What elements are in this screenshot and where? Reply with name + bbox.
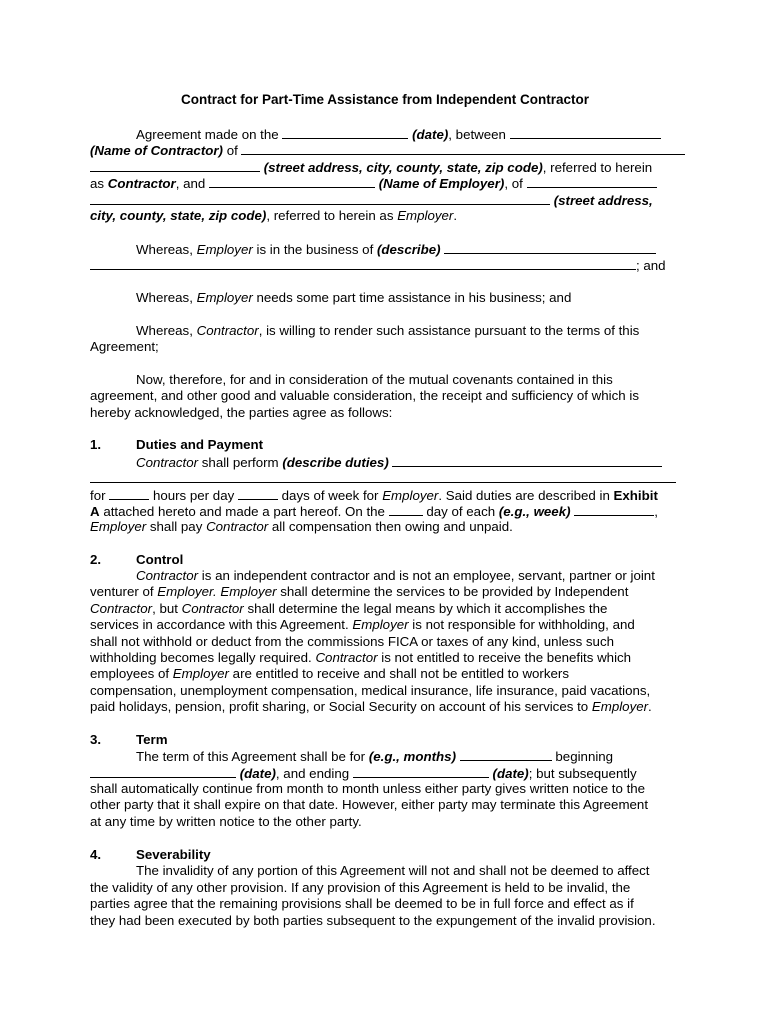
text: , and ending (275, 766, 350, 781)
s2-line5: shall not withhold or deduct from the commissions FICA or taxes of any kind, unless such (90, 634, 614, 649)
contractor-term: Contractor (315, 650, 378, 665)
date-label: (date) (412, 127, 449, 142)
text: . (648, 699, 652, 714)
section-1-heading: Duties and Payment (136, 437, 264, 452)
employer-term: Employer (196, 290, 253, 305)
s1-line5 (90, 519, 686, 535)
end-date-blank[interactable] (353, 765, 489, 778)
contractor-term: Contractor (181, 601, 244, 616)
s1-line2 (90, 470, 686, 487)
s2-line7 (90, 666, 686, 682)
employer-term: Employer (382, 488, 439, 503)
s4-line2: the validity of any other provision. If any provision of this Agreement is held to be invalid, the (90, 880, 631, 895)
street-address-label-2: (street address, (553, 193, 653, 208)
s2-line3 (90, 601, 686, 617)
s3-line3: shall automatically continue from month to month unless either party gives written notice to the (90, 781, 646, 796)
contractor-of-blank[interactable] (241, 142, 685, 155)
text: beginning (555, 749, 614, 764)
text: needs some part time assistance in his business; and (256, 290, 572, 305)
text: ; and (636, 258, 666, 273)
employer-term: Employer. (157, 584, 217, 599)
name-contractor-label: (Name of Contractor) (90, 143, 223, 158)
text: , referred to herein (542, 160, 653, 175)
employer-term: Employer (352, 617, 409, 632)
text: , referred to herein as (266, 208, 394, 223)
employer-term: Employer (90, 519, 147, 534)
text: employees of (90, 666, 170, 681)
text: attached hereto and made a part hereof. On the (103, 504, 385, 519)
p4-line1 (136, 323, 686, 339)
period-blank[interactable] (574, 503, 654, 516)
text: is in the business of (256, 242, 374, 257)
text: , of (504, 176, 523, 191)
text: is not responsible for withholding, and (412, 617, 635, 632)
contractor-term: Contractor (206, 519, 269, 534)
employer-term: Employer (397, 208, 454, 223)
business-description-blank[interactable] (444, 241, 656, 254)
street-address-label: (street address, city, county, state, zip code) (263, 160, 543, 175)
exhibit-label: Exhibit (613, 488, 658, 503)
text: is an independent contractor and is not an employee, servant, partner or joint (201, 568, 655, 583)
s3-line2 (90, 765, 686, 782)
duties-blank[interactable] (392, 454, 662, 467)
describe-label: (describe) (376, 242, 441, 257)
section-2-number: 2. (90, 552, 102, 567)
p3-line1 (136, 290, 686, 306)
contractor-term: Contractor (107, 176, 176, 191)
between-blank[interactable] (510, 126, 661, 139)
text: as (90, 176, 105, 191)
name-employer-label: (Name of Employer) (378, 176, 505, 191)
employer-address-blank[interactable] (90, 192, 550, 205)
text: day of each (426, 504, 496, 519)
s2-line1 (136, 568, 686, 584)
section-4-heading: Severability (136, 847, 211, 862)
contractor-term: Contractor (136, 568, 199, 583)
p4-line2: Agreement; (90, 339, 159, 354)
contractor-term: Contractor (136, 455, 199, 470)
text: services in accordance with this Agreement. (90, 617, 349, 632)
text: The term of this Agreement shall be for (136, 749, 366, 764)
s3-line5: at any time by written notice to the other party. (90, 814, 362, 829)
s4-line3: parties agree that the remaining provisions shall be deemed to be in full force and effect as if (90, 896, 634, 911)
text: . Said duties are described in (438, 488, 610, 503)
employer-term: Employer (591, 699, 649, 714)
section-2-heading: Control (136, 552, 184, 567)
s4-line1: The invalidity of any portion of this Agreement will not and shall not be deemed to affect (136, 863, 650, 878)
section-4-number: 4. (90, 847, 102, 862)
p1-line1 (136, 126, 686, 143)
contractor-term: Contractor (90, 601, 153, 616)
s3-line4: other party that it shall expire on that date. However, either party may terminate this Agreement (90, 797, 649, 812)
text: shall determine the services to be provided by Independent (280, 584, 629, 599)
city-county-label: city, county, state, zip code) (90, 208, 267, 223)
p1-line5 (90, 192, 686, 209)
text: , (654, 504, 658, 519)
text: , but (152, 601, 178, 616)
text: are entitled to receive and shall not be entitled to workers (232, 666, 569, 681)
text: , between (448, 127, 506, 142)
contractor-term: Contractor (196, 323, 259, 338)
describe-duties-label: (describe duties) (282, 455, 389, 470)
section-3-heading: Term (136, 732, 168, 747)
exhibit-a-label: A (90, 504, 100, 519)
eg-week-label: (e.g., week) (498, 504, 571, 519)
s1-line3 (90, 487, 686, 504)
duties-blank-2[interactable] (90, 470, 676, 483)
date-label: (date) (239, 766, 276, 781)
employer-term: Employer (196, 242, 253, 257)
s2-line8: compensation, unemployment compensation, medical insurance, life insurance, paid vacations, (90, 683, 651, 698)
section-1-number: 1. (90, 437, 102, 452)
employer-term: Employer (220, 584, 277, 599)
contractor-address-blank[interactable] (90, 159, 260, 172)
term-length-blank[interactable] (460, 748, 552, 761)
s2-line9 (90, 699, 686, 715)
agreement-date-blank[interactable] (282, 126, 408, 139)
employer-name-blank[interactable] (209, 175, 375, 188)
employer-of-blank[interactable] (527, 175, 657, 188)
p5-line2: agreement, and other good and valuable consideration, the receipt and sufficiency of which is (90, 388, 639, 403)
text: ; but subsequently (528, 766, 637, 781)
employer-term: Employer (172, 666, 229, 681)
text: is not entitled to receive the benefits which (381, 650, 632, 665)
text: days of week for (281, 488, 379, 503)
p2-line2 (90, 257, 686, 274)
text: venturer of (90, 584, 154, 599)
text: Whereas, (136, 323, 193, 338)
text: withholding becomes legally required. (90, 650, 312, 665)
s4-line4: they had been executed by both parties subsequent to the expungement of the invalid provision. (90, 913, 656, 928)
start-date-blank[interactable] (90, 765, 236, 778)
text: paid holidays, pension, profit sharing, or Social Security on account of his services to (90, 699, 589, 714)
text: shall perform (201, 455, 279, 470)
text: all compensation then owing and unpaid. (271, 519, 513, 534)
business-description-blank-2[interactable] (90, 257, 636, 270)
eg-months-label: (e.g., months) (368, 749, 456, 764)
s2-line4 (90, 617, 686, 633)
text: , is willing to render such assistance pursuant to the terms of this (258, 323, 640, 338)
s3-line1 (136, 748, 686, 765)
p1-line4 (90, 175, 686, 192)
days-blank[interactable] (238, 487, 278, 500)
text: , and (175, 176, 206, 191)
date-label: (date) (492, 766, 529, 781)
text: shall pay (149, 519, 203, 534)
text: Whereas, (136, 290, 193, 305)
p5-line3: hereby acknowledged, the parties agree as follows: (90, 405, 393, 420)
document-title: Contract for Part-Time Assistance from Independent Contractor (180, 92, 590, 107)
section-3-number: 3. (90, 732, 102, 747)
s1-line4 (90, 503, 686, 520)
p5-line1: Now, therefore, for and in consideration of the mutual covenants contained in this (136, 372, 613, 387)
text: . (453, 208, 458, 223)
s2-line2 (90, 584, 686, 600)
text: hours per day (152, 488, 235, 503)
text: shall determine the legal means by which it accomplishes the (247, 601, 608, 616)
text: of (226, 143, 238, 158)
p2-line1 (136, 241, 686, 258)
p1-line3 (90, 159, 686, 176)
p1-line6 (90, 208, 686, 224)
s1-line1 (136, 454, 686, 471)
hours-blank[interactable] (109, 487, 149, 500)
s2-line6 (90, 650, 686, 666)
text: for (90, 488, 106, 503)
p1-line2 (90, 142, 686, 159)
text: Agreement made on the (136, 127, 279, 142)
text: Whereas, (136, 242, 193, 257)
day-number-blank[interactable] (389, 503, 423, 516)
